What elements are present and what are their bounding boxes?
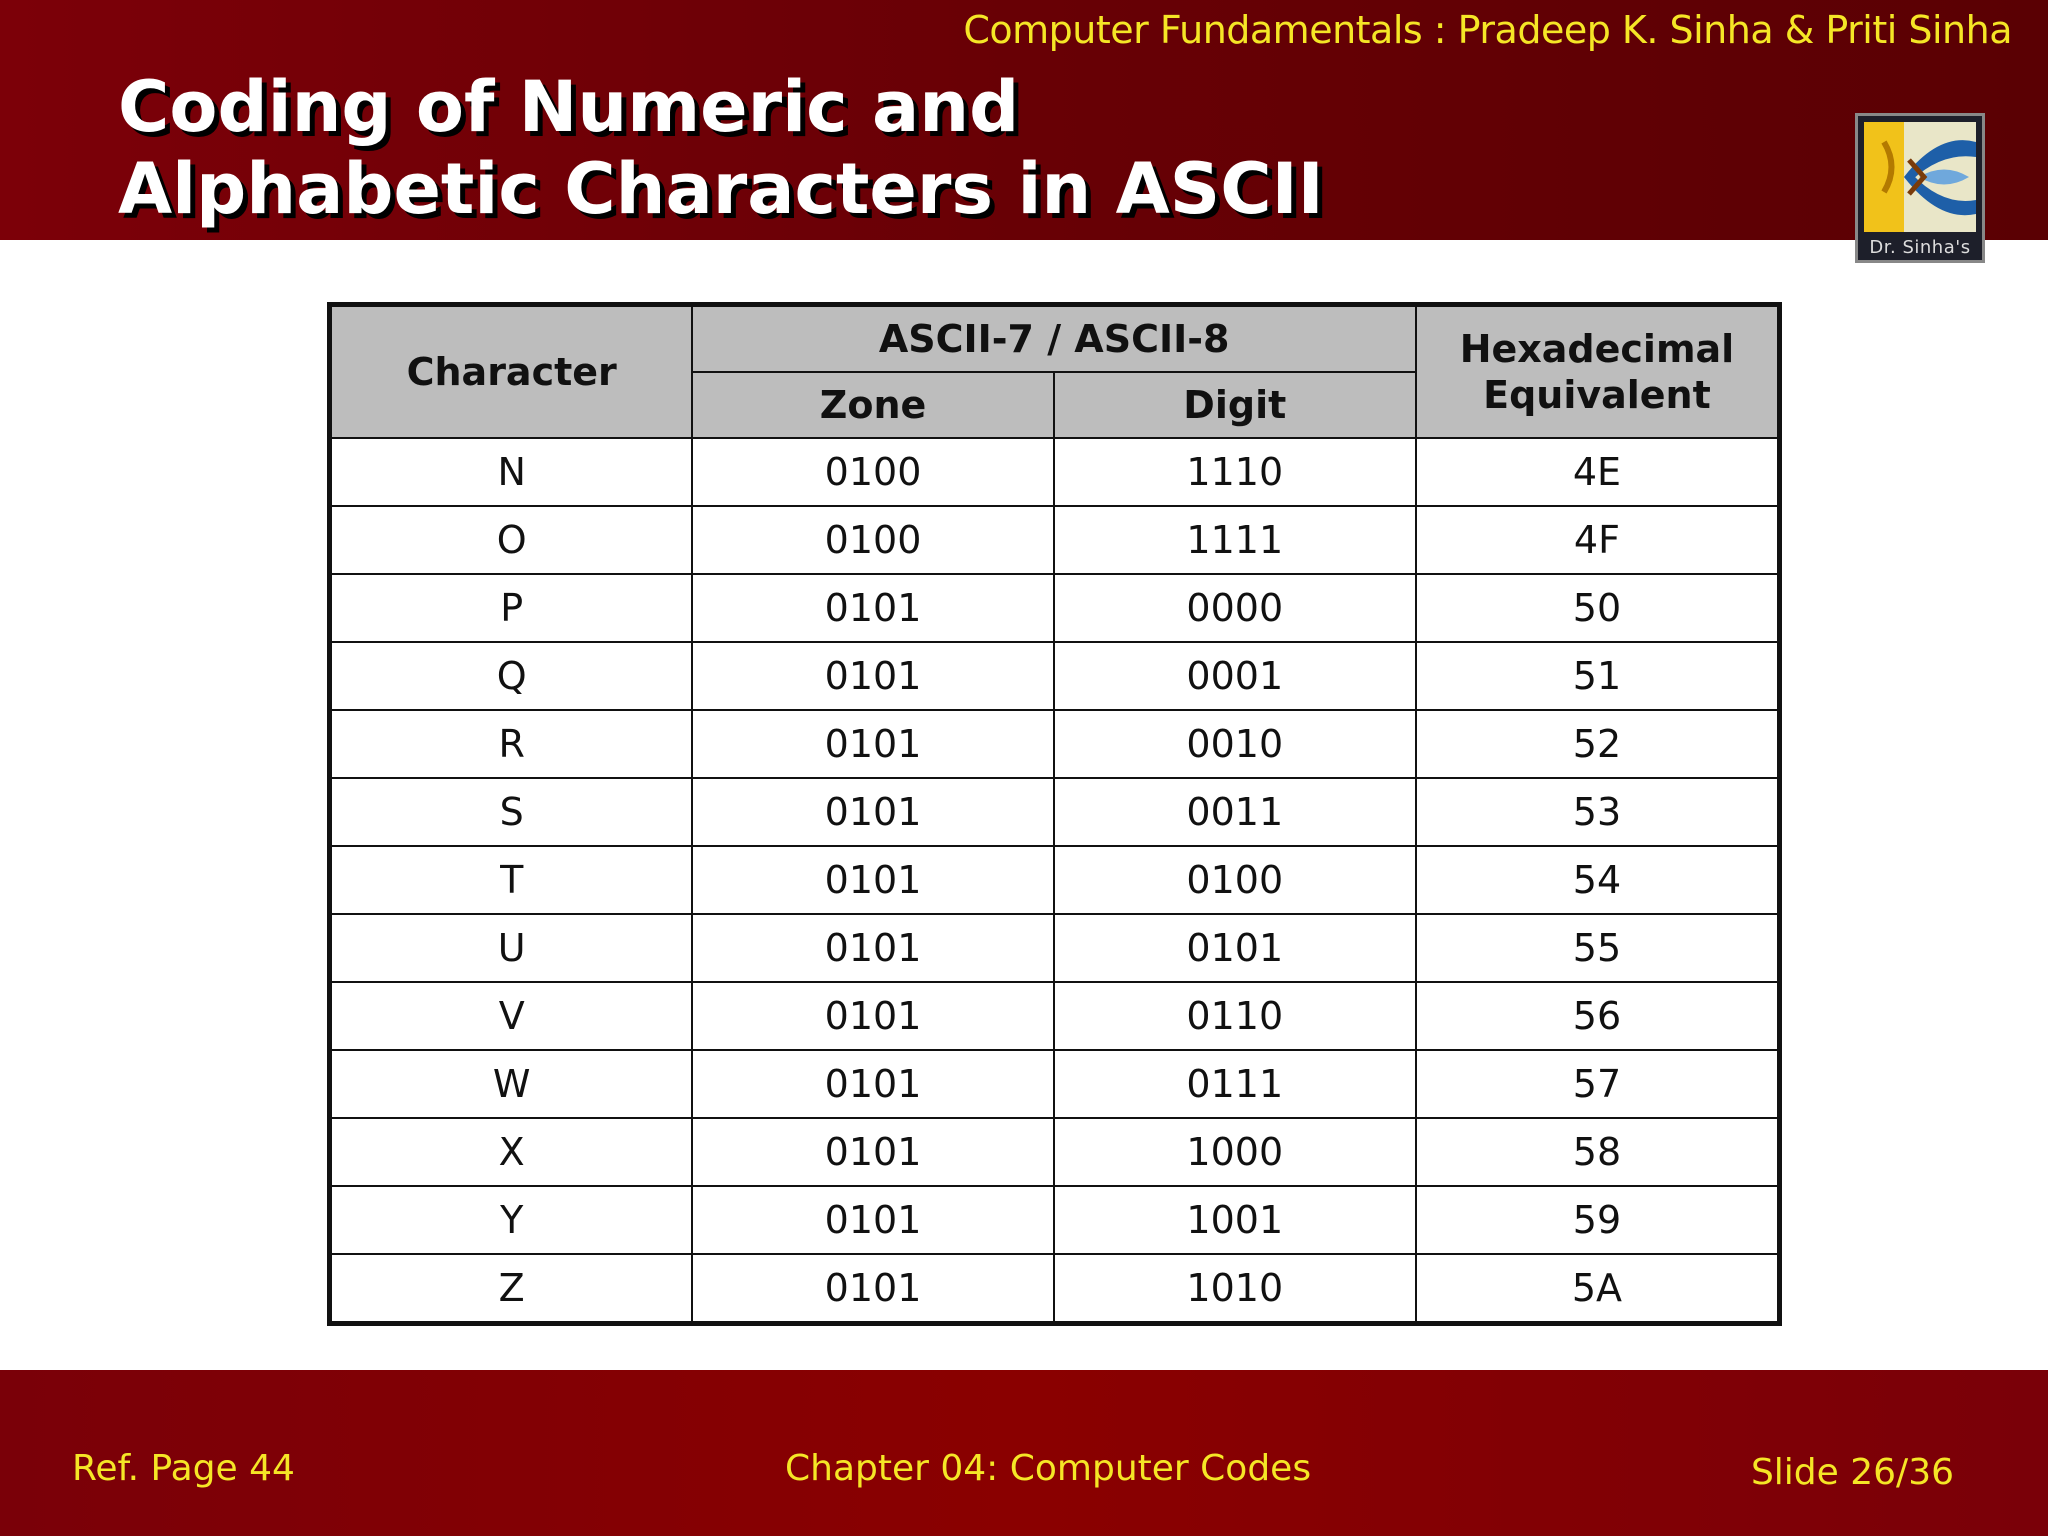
cell-character: P (330, 574, 693, 642)
cell-character: X (330, 1118, 693, 1186)
header-bar (0, 0, 2048, 240)
cell-character: R (330, 710, 693, 778)
table-header-row (330, 305, 1780, 373)
cell-digit: 0010 (1054, 710, 1416, 778)
cell-character: Z (330, 1254, 693, 1324)
cell-digit: 0110 (1054, 982, 1416, 1050)
table-row (330, 1186, 1780, 1254)
table-row (330, 846, 1780, 914)
cell-character: S (330, 778, 693, 846)
cell-character: O (330, 506, 693, 574)
cell-zone: 0100 (692, 438, 1053, 506)
table-row (330, 1050, 1780, 1118)
cell-zone: 0100 (692, 506, 1053, 574)
cell-hex: 55 (1416, 914, 1780, 982)
chapter-label: Chapter 04: Computer Codes (785, 1448, 1312, 1489)
reference-page: Ref. Page 44 (72, 1448, 295, 1489)
cell-character: U (330, 914, 693, 982)
author-logo (1855, 113, 1985, 263)
cell-hex: 4F (1416, 506, 1780, 574)
cell-zone: 0101 (692, 982, 1053, 1050)
table-row (330, 982, 1780, 1050)
cell-digit: 0111 (1054, 1050, 1416, 1118)
cell-digit: 0101 (1054, 914, 1416, 982)
cell-zone: 0101 (692, 1186, 1053, 1254)
header-ascii-group: ASCII-7 / ASCII-8 (692, 305, 1416, 373)
slide-title (118, 66, 1324, 230)
cell-digit: 1111 (1054, 506, 1416, 574)
cell-zone: 0101 (692, 1050, 1053, 1118)
table-row (330, 642, 1780, 710)
cell-hex: 57 (1416, 1050, 1780, 1118)
cell-hex: 51 (1416, 642, 1780, 710)
table-row (330, 506, 1780, 574)
ascii-code-table (327, 302, 1782, 1326)
header-digit: Digit (1054, 372, 1416, 438)
cell-zone: 0101 (692, 710, 1053, 778)
cell-hex: 54 (1416, 846, 1780, 914)
cell-digit: 1110 (1054, 438, 1416, 506)
cell-zone: 0101 (692, 1118, 1053, 1186)
cell-zone: 0101 (692, 914, 1053, 982)
cell-hex: 56 (1416, 982, 1780, 1050)
cell-zone: 0101 (692, 642, 1053, 710)
cell-digit: 0100 (1054, 846, 1416, 914)
slide-number: Slide 26/36 (1750, 1452, 1954, 1493)
table-row (330, 1254, 1780, 1324)
cell-digit: 1000 (1054, 1118, 1416, 1186)
cell-digit: 0001 (1054, 642, 1416, 710)
cell-digit: 0011 (1054, 778, 1416, 846)
logo-caption: Dr. Sinha's (1869, 237, 1971, 258)
table-row (330, 710, 1780, 778)
header-hexadecimal (1416, 305, 1780, 439)
cell-character: V (330, 982, 693, 1050)
logo-emblem-icon (1864, 122, 1976, 232)
slide-title-line-1: Coding of Numeric and (118, 66, 1020, 148)
cell-zone: 0101 (692, 574, 1053, 642)
cell-zone: 0101 (692, 1254, 1053, 1324)
cell-digit: 1010 (1054, 1254, 1416, 1324)
table-row (330, 914, 1780, 982)
cell-character: Y (330, 1186, 693, 1254)
header-hex-line-2: Equivalent (1483, 373, 1711, 417)
cell-character: Q (330, 642, 693, 710)
cell-digit: 0000 (1054, 574, 1416, 642)
table-row (330, 438, 1780, 506)
slide-title-line-2: Alphabetic Characters in ASCII (118, 148, 1324, 230)
cell-hex: 52 (1416, 710, 1780, 778)
table-row (330, 1118, 1780, 1186)
cell-hex: 58 (1416, 1118, 1780, 1186)
table-row (330, 574, 1780, 642)
cell-zone: 0101 (692, 846, 1053, 914)
header-zone: Zone (692, 372, 1053, 438)
cell-digit: 1001 (1054, 1186, 1416, 1254)
cell-character: T (330, 846, 693, 914)
table-body (330, 438, 1780, 1324)
book-credit: Computer Fundamentals : Pradeep K. Sinha & Priti Sinha (963, 8, 2012, 52)
cell-hex: 50 (1416, 574, 1780, 642)
cell-hex: 59 (1416, 1186, 1780, 1254)
header-character: Character (330, 305, 693, 439)
cell-zone: 0101 (692, 778, 1053, 846)
cell-hex: 5A (1416, 1254, 1780, 1324)
cell-character: W (330, 1050, 693, 1118)
cell-hex: 53 (1416, 778, 1780, 846)
header-hex-line-1: Hexadecimal (1459, 327, 1735, 371)
table-row (330, 778, 1780, 846)
cell-character: N (330, 438, 693, 506)
cell-hex: 4E (1416, 438, 1780, 506)
